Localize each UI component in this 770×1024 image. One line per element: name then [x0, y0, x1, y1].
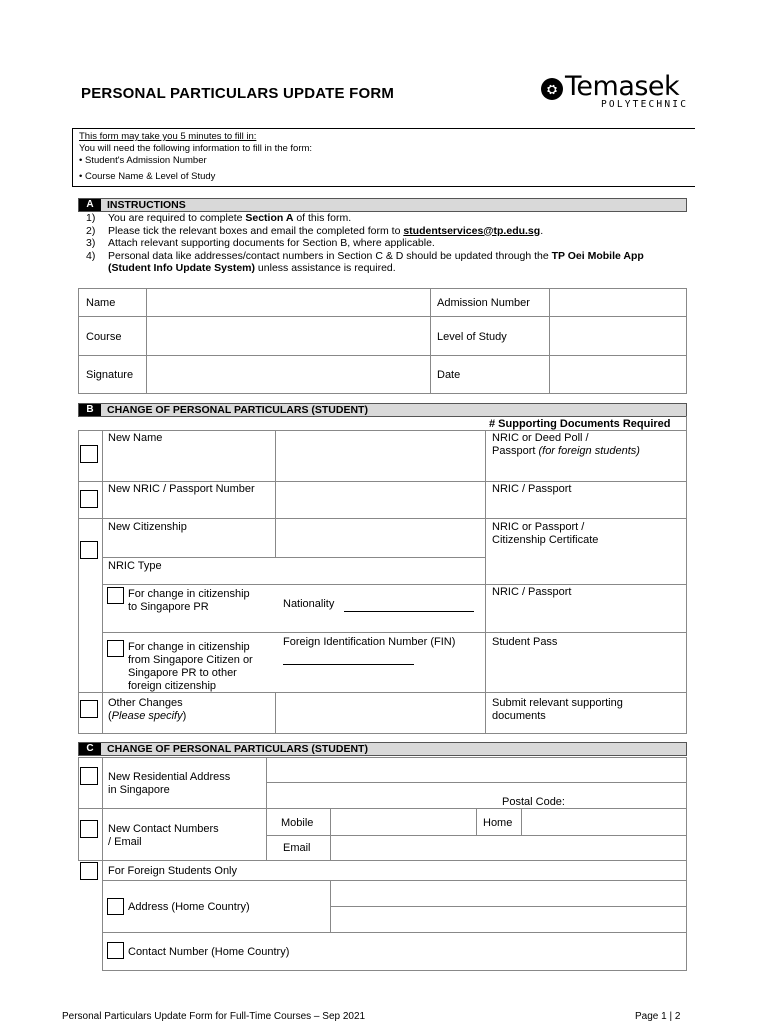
home-contact-field[interactable] [332, 934, 685, 968]
pr-change-label: For change in citizenship to Singapore PR [128, 588, 250, 613]
level-of-study-field[interactable] [551, 318, 684, 353]
intro-box [72, 128, 695, 187]
intro-bullet-2: • Course Name & Level of Study [79, 171, 216, 182]
signature-field[interactable] [148, 357, 428, 391]
nric-type-label: NRIC Type [108, 560, 162, 572]
other-changes-label: Other Changes (Please specify) [108, 697, 187, 722]
section-a-letter: A [79, 199, 101, 211]
instruction-2: 2) Please tick the relevant boxes and email the completed form to studentservices@tp.edu.sg. [86, 224, 544, 237]
home-address-line2-field[interactable] [332, 908, 685, 930]
address-line2-field[interactable] [268, 784, 498, 806]
fin-field[interactable] [283, 664, 414, 665]
page-number: Page 1 | 2 [635, 1011, 681, 1022]
home-contact-label: Contact Number (Home Country) [128, 946, 290, 958]
instruction-4: 4) Personal data like addresses/contact numbers in Section C & D should be updated through the TP Oei Mobile App (Student Info Update System) unless assistance is required. [86, 249, 644, 274]
intro-bullet-1: • Student's Admission Number [79, 155, 207, 166]
new-nric-label: New NRIC / Passport Number [108, 483, 255, 495]
logo-subtitle: POLYTECHNIC [601, 99, 689, 110]
nationality-field[interactable] [344, 611, 474, 612]
section-b-letter: B [79, 404, 101, 416]
new-name-checkbox[interactable] [80, 445, 98, 463]
mobile-label: Mobile [281, 817, 314, 829]
fin-label: Foreign Identification Number (FIN) [283, 636, 456, 648]
home-address-checkbox[interactable] [107, 898, 124, 915]
footer-text: Personal Particulars Update Form for Full-Time Courses – Sep 2021 [62, 1011, 366, 1022]
instruction-3: 3) Attach relevant supporting documents for Section B, where applicable. [86, 237, 435, 249]
pr-change-checkbox[interactable] [107, 587, 124, 604]
foreign-students-checkbox[interactable] [80, 862, 98, 880]
admission-number-label: Admission Number [437, 297, 530, 309]
page-title: PERSONAL PARTICULARS UPDATE FORM [81, 85, 395, 102]
section-a-title: INSTRUCTIONS [107, 199, 186, 211]
date-field[interactable] [551, 357, 684, 391]
new-nric-doc: NRIC / Passport [492, 483, 572, 495]
date-label: Date [437, 369, 461, 381]
new-address-label: New Residential Address in Singapore [108, 771, 231, 796]
name-label: Name [86, 297, 116, 309]
section-c-title: CHANGE OF PERSONAL PARTICULARS (STUDENT) [107, 743, 368, 755]
home-address-label: Address (Home Country) [128, 901, 250, 913]
foreign-change-label: For change in citizenship from Singapore Citizen or Singapore PR to other foreign citizenship [128, 641, 253, 692]
email-link[interactable]: studentservices@tp.edu.sg [403, 224, 541, 237]
fin-doc: Student Pass [492, 636, 558, 648]
course-label: Course [86, 331, 122, 343]
section-b-header [78, 403, 687, 417]
new-citizenship-label: New Citizenship [108, 521, 187, 533]
intro-line2: You will need the following information to fill in the form: [79, 143, 313, 154]
new-citizenship-field[interactable] [277, 520, 483, 556]
section-c-letter: C [79, 743, 101, 755]
other-changes-checkbox[interactable] [80, 700, 98, 718]
other-changes-field[interactable] [277, 694, 483, 731]
section-a-header [78, 198, 687, 212]
new-name-label: New Name [108, 432, 163, 444]
new-nric-checkbox[interactable] [80, 490, 98, 508]
instruction-1: 1) You are required to complete Section A of this form. [86, 212, 352, 224]
mobile-field[interactable] [332, 810, 474, 833]
foreign-change-checkbox[interactable] [107, 640, 124, 657]
name-field[interactable] [148, 290, 428, 314]
signature-label: Signature [86, 369, 134, 381]
course-field[interactable] [148, 318, 428, 353]
temasek-logo [535, 68, 690, 118]
home-label: Home [483, 817, 513, 829]
intro-line1: This form may take you 5 minutes to fill in: [79, 131, 257, 142]
address-line1-field[interactable] [268, 759, 685, 781]
level-of-study-label: Level of Study [437, 331, 507, 343]
new-address-checkbox[interactable] [80, 767, 98, 785]
nationality-label: Nationality [283, 598, 335, 610]
section-b-title: CHANGE OF PERSONAL PARTICULARS (STUDENT) [107, 404, 368, 416]
new-citizenship-checkbox[interactable] [80, 541, 98, 559]
home-phone-field[interactable] [523, 810, 685, 833]
new-name-doc: NRIC or Deed Poll / Passport (for foreign students) [492, 432, 640, 457]
other-changes-doc: Submit relevant supporting documents [492, 697, 623, 722]
new-contact-checkbox[interactable] [80, 820, 98, 838]
foreign-students-label: For Foreign Students Only [108, 865, 238, 877]
home-contact-checkbox[interactable] [107, 942, 124, 959]
postal-code-label: Postal Code: [502, 796, 565, 808]
instructions-list [86, 212, 676, 275]
section-c-header [78, 742, 687, 756]
seal-icon: ⛭ [541, 78, 563, 100]
logo-name: Temasek [565, 71, 680, 102]
email-field[interactable] [332, 837, 685, 859]
email-label: Email [283, 842, 311, 854]
new-name-field[interactable] [277, 432, 483, 479]
admission-number-field[interactable] [551, 290, 684, 314]
new-citizenship-doc: NRIC or Passport / Citizenship Certificate [492, 521, 599, 546]
postal-code-field[interactable] [575, 784, 685, 806]
home-address-line1-field[interactable] [332, 882, 685, 904]
supporting-documents-header: # Supporting Documents Required [489, 418, 671, 430]
pr-change-doc: NRIC / Passport [492, 586, 572, 598]
new-nric-field[interactable] [277, 483, 483, 516]
new-contact-label: New Contact Numbers / Email [108, 823, 219, 848]
